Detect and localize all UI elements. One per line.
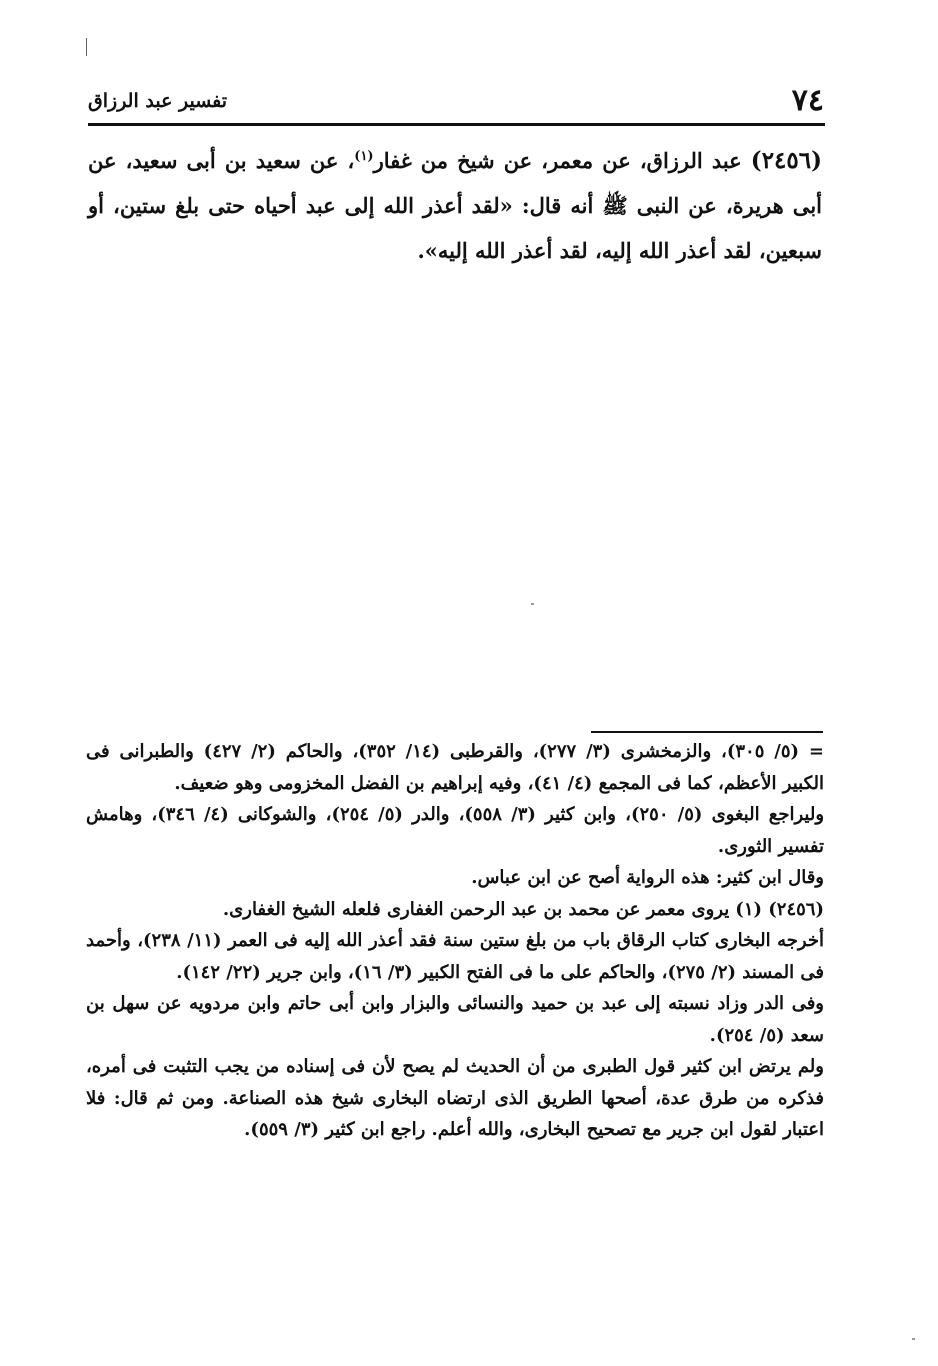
footnote-paragraph: أخرجه البخارى كتاب الرقاق باب من بلغ ستين سنة فقد أعذر الله إليه فى العمر (١١/ ٢٣٨)، وأحمد فى المسند (٢/ ٢٧٥)، والحاكم على ما فى الفتح الكبير (٣/ ١٦)، وابن جرير (٢٢/ ١٤٢).: [86, 930, 824, 983]
footnote-rule: [591, 731, 823, 733]
footnote-paragraph: وفى الدر وزاد نسبته إلى عبد بن حميد والنسائى والبزار وابن أبى حاتم وابن مردويه عن سهل بن سعد (٥/ ٢٥٤).: [86, 993, 824, 1046]
hadith-number-value: ٢٤٥٦: [761, 147, 812, 174]
page-header: [88, 82, 824, 122]
footnotes: [86, 736, 824, 1146]
hadith-text-part2: ، عن سعيد بن أبى سعيد، عن أبى هريرة، عن النبى ﷺ أنه قال: «لقد أعذر الله إلى عبد أحياه حتى بلغ ستين، أو سبعين، لقد أعذر الله إليه، لقد أعذر الله إليه».: [88, 148, 822, 263]
running-title: تفسير عبد الرزاق: [88, 90, 228, 112]
footnote-paragraph: وليراجع البغوى (٥/ ٢٥٠)، وابن كثير (٣/ ٥٥٨)، والدر (٥/ ٢٥٤)، والشوكانى (٤/ ٣٤٦)، وهامش تفسير الثورى.: [86, 804, 825, 857]
margin-mark: [86, 38, 87, 56]
hadith-text-part1: عبد الرزاق، عن معمر، عن شيخ من غفار: [373, 148, 751, 173]
footnote-paragraph: = (٥/ ٣٠٥)، والزمخشرى (٣/ ٢٧٧)، والقرطبى (١٤/ ٣٥٢)، والحاكم (٢/ ٤٢٧) والطبرانى فى الكبير الأعظم، كما فى المجمع (٤/ ٤١)، وفيه إبراهيم بن الفضل المخزومى وهو ضعيف.: [86, 741, 824, 794]
footnote-paragraph: ولم يرتض ابن كثير قول الطبرى من أن الحديث لم يصح لأن فى إسناده من يجب التثبت فى أمره، فذكره من طرق عدة، أصحها الطريق الذى ارتضاه البخارى شيخ هذه الصناعة. ومن ثم قال: فلا اعتبار لقول ابن جرير مع تصحيح البخارى، والله أعلم. راجع ابن كثير (٣/ ٥٥٩).: [86, 1056, 824, 1140]
footnote-paragraph: وقال ابن كثير: هذه الرواية أصح عن ابن عباس.: [471, 867, 824, 888]
print-speck: [531, 603, 534, 605]
hadith-text: [88, 138, 822, 273]
print-speck: [912, 1338, 915, 1340]
hadith-number: (٢٤٥٦): [750, 147, 822, 174]
footnote-label: (٢٤٥٦) (١): [735, 898, 824, 920]
footnote-entry: [86, 894, 824, 926]
footnote-reference: (١): [354, 149, 374, 164]
page-number: ٧٤: [791, 83, 824, 118]
footnote-paragraph: يروى معمر عن محمد بن عبد الرحمن الغفارى فلعله الشيخ الغفارى.: [222, 898, 730, 920]
header-rule: [88, 123, 825, 126]
